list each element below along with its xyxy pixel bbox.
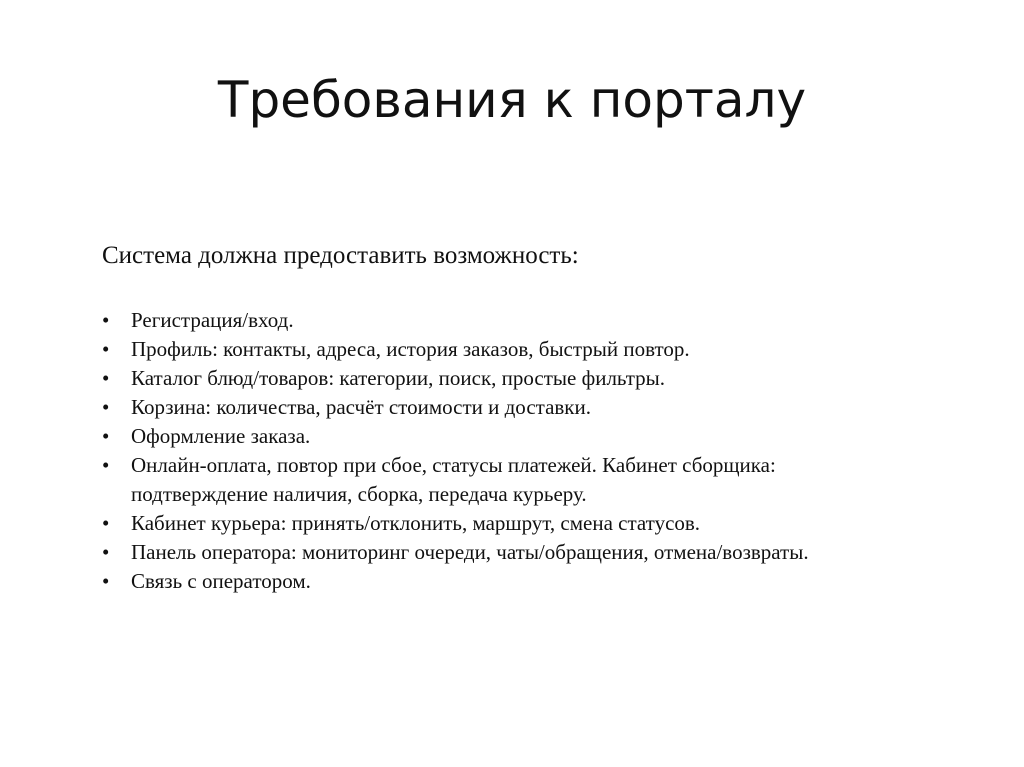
bullet-icon: • <box>102 453 110 477</box>
list-item <box>102 364 1002 393</box>
list-item <box>102 538 1002 567</box>
list-item-text: Онлайн-оплата, повтор при сбое, статусы платежей. Кабинет сборщика: <box>131 453 776 477</box>
list-item-text: Каталог блюд/товаров: категории, поиск, простые фильтры. <box>131 366 665 390</box>
bullet-icon: • <box>102 366 110 390</box>
bullet-icon: • <box>102 395 110 419</box>
list-item <box>102 306 1002 335</box>
bullet-icon: • <box>102 569 110 593</box>
list-item-text: Оформление заказа. <box>131 424 311 448</box>
slide-body <box>102 236 1002 596</box>
list-item-text: Панель оператора: мониторинг очереди, чаты/обращения, отмена/возвраты. <box>131 540 809 564</box>
slide-title: Требования к порталу <box>217 71 807 129</box>
list-item <box>102 509 1002 538</box>
list-item <box>102 567 1002 596</box>
list-item <box>102 451 1002 509</box>
list-item-text: Профиль: контакты, адреса, история заказов, быстрый повтор. <box>131 337 690 361</box>
bullet-icon: • <box>102 308 110 332</box>
list-item-text: Связь с оператором. <box>131 569 311 593</box>
list-item-text: Корзина: количества, расчёт стоимости и доставки. <box>131 395 592 419</box>
list-item-text: Регистрация/вход. <box>131 308 294 332</box>
requirements-list <box>102 306 1002 596</box>
list-item-text: Кабинет курьера: принять/отклонить, маршрут, смена статусов. <box>131 511 701 535</box>
list-item <box>102 393 1002 422</box>
intro-text: Система должна предоставить возможность: <box>102 242 579 269</box>
list-item <box>102 335 1002 364</box>
bullet-icon: • <box>102 424 110 448</box>
bullet-icon: • <box>102 511 110 535</box>
list-item <box>102 422 1002 451</box>
bullet-icon: • <box>102 337 110 361</box>
list-item-text-continued: подтверждение наличия, сборка, передача курьеру. <box>131 482 587 506</box>
bullet-icon: • <box>102 540 110 564</box>
